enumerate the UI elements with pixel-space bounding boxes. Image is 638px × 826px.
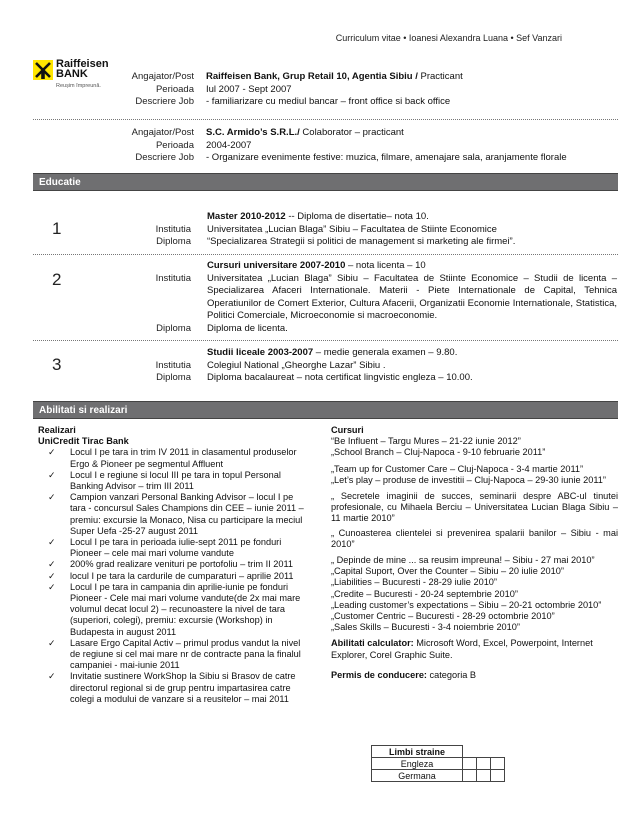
employer-description: - Organizare evenimente festive: muzica, filmare, amenajare sala, aranjamente florale <box>206 152 567 163</box>
education-diploma: Diploma bacalaureat – nota certificat lingvistic engleza – 10.00. <box>207 372 473 383</box>
label-employer: Angajator/Post <box>131 127 194 138</box>
employer-role: Colaborator – practicant <box>299 127 404 138</box>
achievement-text: Locul I pe tara in trim IV 2011 in clasamentul produselor Ergo & Pioneer pe segmentul Affluent <box>70 447 297 469</box>
driving-license-label: Permis de conducere: <box>331 669 427 680</box>
employer-name: S.C. Armido’s S.R.L./ <box>206 127 300 138</box>
course-item: „Liabilities – Bucuresti - 28-29 iulie 2010” <box>331 577 497 588</box>
languages-header: Limbi straine <box>372 746 463 758</box>
checkmark-icon: ✓ <box>48 637 56 648</box>
education-1-details <box>207 211 617 249</box>
achievement-item <box>38 638 306 672</box>
achievement-text: locul I pe tara la cardurile de cumparaturi – aprilie 2011 <box>70 570 294 581</box>
computer-skills-value: Microsoft Word, Excel, Powerpoint, Internet Explorer, Corel Graphic Suite. <box>331 638 593 660</box>
course-item: „Capital Suport, Over the Counter – Sibiu – 20 iulie 2010” <box>331 566 564 577</box>
divider <box>33 254 618 255</box>
language-name: Germana <box>372 770 463 782</box>
language-level-cell <box>463 770 477 782</box>
checkmark-icon: ✓ <box>48 570 56 581</box>
language-level-cell <box>477 758 491 770</box>
course-item: „School Branch – Cluj-Napoca - 9-10 februarie 2011” <box>331 447 546 458</box>
computer-skills <box>331 638 618 660</box>
achievements-column <box>38 425 306 705</box>
achievement-text: Locul I pe tara in perioada iulie-sept 2011 pe fonduri Pioneer – cele mai mari volume vandute <box>70 537 282 559</box>
education-title: Master 2010-2012 <box>207 211 286 222</box>
checkmark-icon: ✓ <box>48 492 56 503</box>
course-item: „Customer Centric – Bucuresti - 28-29 octombrie 2010” <box>331 611 555 622</box>
achievement-item <box>38 470 306 492</box>
education-title-note: – nota licenta – 10 <box>345 260 426 271</box>
courses-list <box>331 436 618 633</box>
education-diploma: Diploma de licenta. <box>207 322 288 334</box>
label-description: Descriere Job <box>135 96 194 107</box>
language-level-cell <box>491 770 505 782</box>
label-diploma: Diploma <box>156 236 191 247</box>
label-employer: Angajator/Post <box>131 71 194 82</box>
achievements-heading: Realizari <box>38 425 76 435</box>
achievement-item <box>38 537 306 559</box>
course-item: „ Secretele imaginii de succes, seminarii despre ABC-ul tinutei profesionale, cu Mihaela Berciu – Universitatea Lucian Blaga Sibiu – 11 martie 2010” <box>331 491 618 524</box>
employer-period: Iul 2007 - Sept 2007 <box>206 83 292 95</box>
achievement-text: Lasare Ergo Capital Activ – primul produs vandut la nivel de regiune si cel mai mare nr de contracte pana la finalul campaniei - mai-iunie 2011 <box>70 637 301 671</box>
label-period: Perioada <box>155 83 194 95</box>
logo-tagline: Reușim împreună. <box>56 83 101 89</box>
course-item: „Let’s play – produse de investitii – Cluj-Napoca – 29-30 iunie 2011” <box>331 474 606 485</box>
education-institution: Universitatea „Lucian Blaga” Sibiu – Facultatea de Stiinte Economice – Studii de licenta – Specializarea Afaceri Internationale. Materii - Piete Internationale de Capital, Tehnica Operatiunilor de Comert Exterior, Cultura Afacerii, Organizatii Economie Internationale, Statistica, Politici Comerciale, Microeconomie si macroeconomie. <box>207 272 617 321</box>
divider <box>33 340 618 341</box>
divider <box>33 119 618 120</box>
language-name: Engleza <box>372 758 463 770</box>
education-title: Cursuri universitare 2007-2010 <box>207 260 346 271</box>
achievement-item <box>38 582 306 638</box>
achievement-text: Invitatie sustinere WorkShop la Sibiu si Brasov de catre directorul regional si de grup pentru impartasirea catre colegi a modului de vanzare si a reusitelor – mai 2011 <box>70 671 296 704</box>
checkmark-icon: ✓ <box>48 671 56 682</box>
experience-2-labels <box>110 127 194 165</box>
course-item: „Leading customer’s expectations – Sibiu – 20-21 octombrie 2010” <box>331 599 602 610</box>
section-skills: Abilitati si realizari <box>33 401 618 419</box>
label-diploma: Diploma <box>156 372 191 383</box>
label-institution: Institutia <box>155 273 191 284</box>
education-title-note: -- Diploma de disertatie– nota 10. <box>285 211 429 222</box>
checkmark-icon: ✓ <box>48 559 56 570</box>
education-institution: Colegiul National „Gheorghe Lazar” Sibiu . <box>207 359 386 371</box>
education-title-note: – medie generala examen – 9.80. <box>313 347 458 358</box>
label-institution: Institutia <box>155 360 191 371</box>
label-period: Perioada <box>155 139 194 151</box>
driving-license <box>331 670 618 681</box>
employer-period: 2004-2007 <box>206 139 252 151</box>
section-education: Educatie <box>33 173 618 191</box>
course-item: “Be Influent – Targu Mures – 21-22 iunie 2012” <box>331 436 521 447</box>
driving-license-value: categoria B <box>427 669 477 680</box>
course-item: „Team up for Customer Care – Cluj-Napoca - 3-4 martie 2011” <box>331 463 584 474</box>
language-row <box>372 758 505 770</box>
employer-role: Practicant <box>417 71 463 82</box>
employer-description: - familiarizare cu mediul bancar – front office si back office <box>206 96 451 107</box>
education-institution: Universitatea „Lucian Blaga” Sibiu – Facultatea de Stiinte Economice <box>207 223 497 235</box>
logo-name-line2: BANK <box>56 68 88 80</box>
education-3-details <box>207 347 617 385</box>
achievement-item <box>38 671 306 705</box>
cv-header: Curriculum vitae • Ioanesi Alexandra Luana • Sef Vanzari <box>335 33 562 43</box>
experience-1-labels <box>110 71 194 109</box>
achievement-text: Locul I pe tara in campania din aprilie-iunie pe fonduri Pioneer - Cele mai mari volume vandute(de 2x mai mare volumul decat locul 2) – recunoastere la nivel de tara (superiori, colegi), premiu: excursie (Workshop) in Budapesta in august 2011 <box>70 581 301 637</box>
achievement-text: 200% grad realizare venituri pe portofoliu – trim II 2011 <box>70 559 294 570</box>
employer-name: Raiffeisen Bank, Grup Retail 10, Agentia Sibiu / <box>206 71 418 82</box>
experience-2-values <box>206 127 618 165</box>
label-institution: Institutia <box>155 224 191 235</box>
achievement-text: Locul I e regiune si locul III pe tara in topul Personal Banking Advisor – trim III 2011 <box>70 469 281 492</box>
experience-1-values <box>206 71 618 109</box>
achievement-item <box>38 447 306 469</box>
logo-name <box>56 59 109 79</box>
label-description: Descriere Job <box>135 152 194 163</box>
course-item: „ Cunoasterea clientelei si prevenirea spalarii banilor – Sibiu - mai 2010” <box>331 527 618 549</box>
course-item: „Sales Skills – Bucuresti - 3-4 noiembrie 2010” <box>331 622 520 633</box>
computer-skills-label: Abilitati calculator: <box>331 638 414 649</box>
checkmark-icon: ✓ <box>48 581 56 592</box>
raiffeisen-gable-icon <box>33 60 53 80</box>
course-item: „ Depinde de mine ... sa reusim impreuna! – Sibiu - 27 mai 2010” <box>331 555 595 566</box>
courses-heading: Cursuri <box>331 425 364 435</box>
education-number: 2 <box>52 270 62 289</box>
language-level-cell <box>477 770 491 782</box>
education-2-details <box>207 260 617 335</box>
checkmark-icon: ✓ <box>48 447 56 458</box>
education-diploma: “Specializarea Strategii si politici de management si marketing ale firmei”. <box>207 236 516 247</box>
checkmark-icon: ✓ <box>48 469 56 480</box>
label-diploma: Diploma <box>156 323 191 334</box>
logo-name-line1: Raiffeisen <box>56 58 109 70</box>
education-number: 1 <box>52 219 62 238</box>
achievement-item <box>38 571 306 582</box>
education-number: 3 <box>52 355 62 374</box>
courses-column <box>331 425 618 681</box>
language-level-cell <box>463 758 477 770</box>
languages-table <box>371 745 505 782</box>
achievement-item <box>38 559 306 570</box>
achievements-list <box>38 447 306 705</box>
languages-header-row <box>372 746 505 758</box>
achievement-text: Campion vanzari Personal Banking Advisor – locul I pe tara - concursul Sales Champions din CEE – iunie 2011 – premiu: excursie la Monaco, Nisa cu participare la meciul Super Uefa -25-27 august 2011 <box>70 492 304 536</box>
checkmark-icon: ✓ <box>48 537 56 548</box>
achievement-item <box>38 492 306 537</box>
course-item: „Credite – Bucuresti - 20-24 septembrie 2010” <box>331 588 518 599</box>
education-title: Studii liceale 2003-2007 <box>207 347 314 358</box>
achievements-company: UniCredit Tirac Bank <box>38 436 129 447</box>
language-row <box>372 770 505 782</box>
language-level-cell <box>491 758 505 770</box>
